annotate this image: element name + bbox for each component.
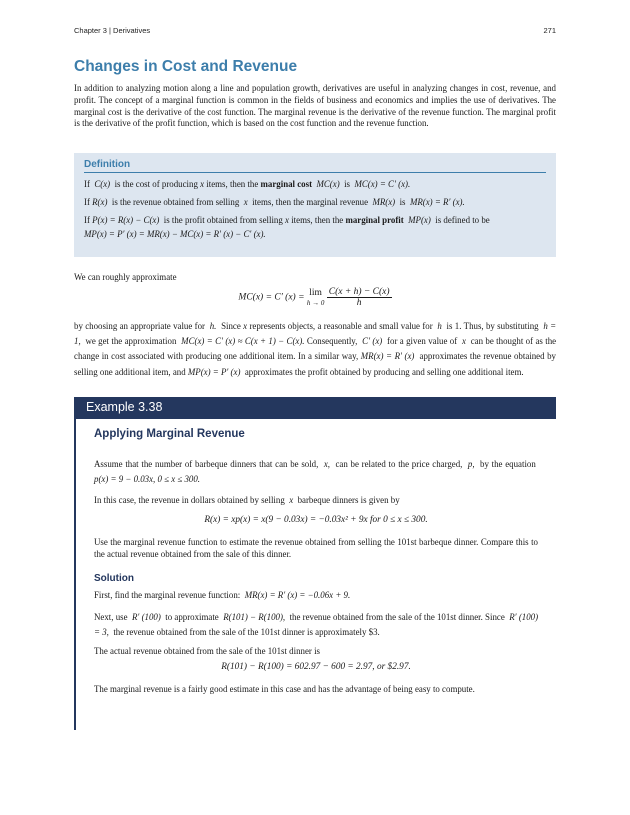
solution-step-1: First, find the marginal revenue function: MR(x) = R′ (x) = −0.06x + 9. bbox=[94, 590, 351, 600]
example-revenue-lead: In this case, the revenue in dollars obtained by selling x barbeque dinners is given by bbox=[94, 495, 400, 505]
revenue-equation: R(x) = xp(x) = x(9 − 0.03x) = −0.03x² + 9x for 0 ≤ x ≤ 300. bbox=[204, 515, 428, 525]
intro-paragraph: In addition to analyzing motion along a line and population growth, derivatives are useful in analyzing changes in cost, revenue, and profit. The concept of a marginal function is common in the fields of business and economics and implies the use of derivatives. The marginal cost is the derivative of the cost function. The marginal revenue is the derivative of the revenue function. The marginal profit is the derivative of the profit function, which is based on the cost function and the revenue function. bbox=[74, 83, 556, 129]
definition-marginal-revenue: If R(x) is the revenue obtained from selling x items, then the marginal revenue MR(x) is MR(x) = R′ (x). bbox=[84, 197, 465, 207]
example-header: Example 3.38 bbox=[74, 397, 556, 419]
example-subtitle: Applying Marginal Revenue bbox=[94, 428, 245, 440]
definition-box bbox=[74, 153, 556, 257]
definition-marginal-profit: If P(x) = R(x) − C(x) is the profit obtained from selling x items, then the marginal profit MP(x) is defined to be bbox=[84, 215, 490, 225]
example-setup-paragraph: Assume that the number of barbeque dinners that can be sold, x, can be related to the price charged, p, by the equation p(x) = 9 − 0.03x, 0 ≤ x ≤ 300. bbox=[94, 459, 536, 485]
page-number: 271 bbox=[543, 26, 556, 35]
definition-marginal-cost: If C(x) is the cost of producing x items, then the marginal cost MC(x) is MC(x) = C′ (x). bbox=[84, 179, 411, 189]
solution-conclusion: The marginal revenue is a fairly good estimate in this case and has the advantage of being easy to compute. bbox=[94, 684, 475, 694]
section-title: Changes in Cost and Revenue bbox=[74, 58, 298, 75]
example-task-paragraph: Use the marginal revenue function to estimate the revenue obtained from selling the 101st barbeque dinner. Compare this to the actual revenue obtained from the sale of this dinner. bbox=[94, 537, 538, 559]
approximation-lead: We can roughly approximate bbox=[74, 272, 177, 282]
difference-quotient: $\frac{C(x + h) - C(x)}{h}$ bbox=[328, 287, 390, 308]
definition-marginal-profit-formula: MP(x) = P′ (x) = MR(x) − MC(x) = R′ (x) − C′ (x). bbox=[84, 229, 266, 239]
solution-title: Solution bbox=[94, 573, 134, 584]
running-header-chapter: Chapter 3 | Derivatives bbox=[74, 26, 151, 35]
solution-step-3: The actual revenue obtained from the sale of the 101st dinner is bbox=[94, 646, 320, 656]
derivative-limit-equation: MC(x) = C′ (x) = lim h → 0 $\frac{C(x + h) - C(x)}{h}$ bbox=[238, 287, 390, 308]
definition-title: Definition bbox=[84, 159, 546, 173]
actual-revenue-equation: R(101) − R(100) = 602.97 − 600 = 2.97, or $2.97. bbox=[221, 662, 411, 672]
solution-step-2: Next, use R′ (100) to approximate R(101) − R(100), the revenue obtained from the sale of the 101st dinner. Since R′ (100) = 3, the revenue obtained from the sale of the 101st dinner is approximately $3. bbox=[94, 612, 539, 637]
approximation-paragraph: by choosing an appropriate value for h. Since x represents objects, a reasonable and small value for h is 1. Thus, by substituting h = 1, we get the approximation MC(x) = C′ (x) ≈ C(x + 1) − C(x). Consequently, C′ (x) for a given value of x can be thought of as the change in cost associated with producing one additional item. In a similar way, MR(x) = R′ (x) approximates the revenue obtained by selling one additional item, and MP(x) = P′ (x) approximates the profit obtained by producing and selling one additional item. bbox=[74, 321, 557, 377]
limit-operator: lim h → 0 bbox=[306, 287, 325, 307]
example-left-rule bbox=[74, 419, 76, 730]
